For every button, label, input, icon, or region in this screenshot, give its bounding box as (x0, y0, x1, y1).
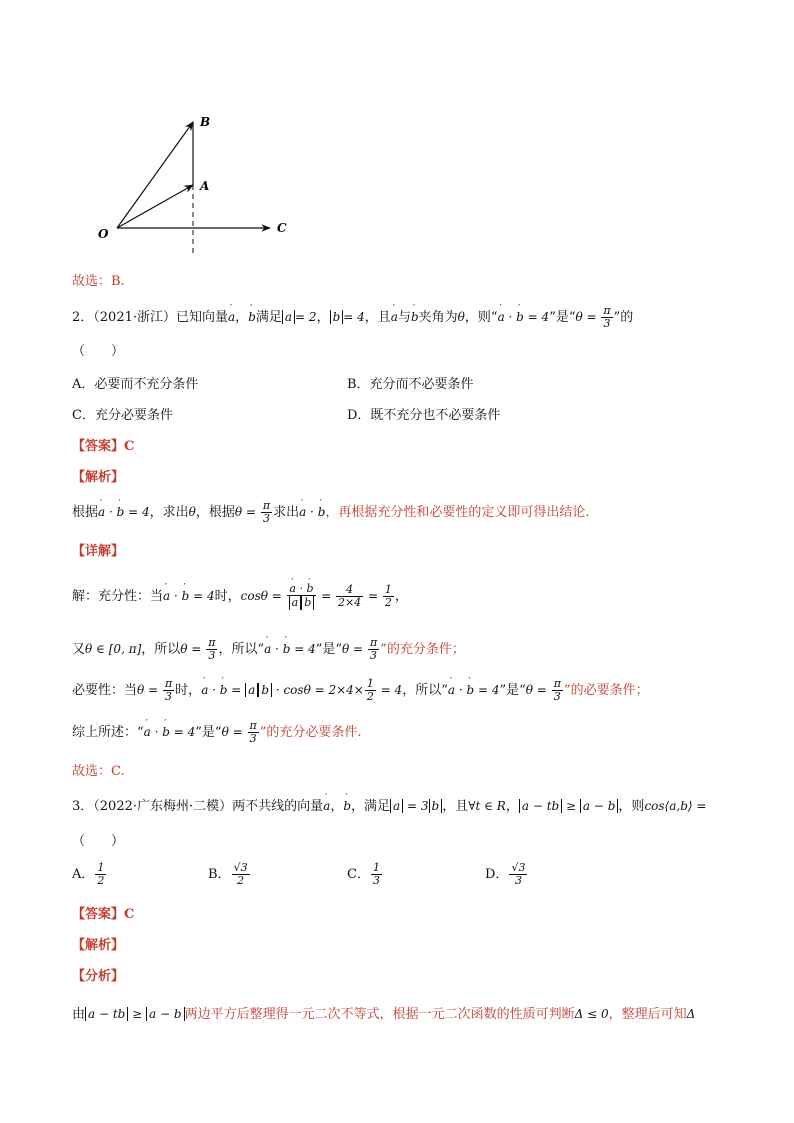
label-o: O (98, 227, 109, 241)
q2-paren: （ ） (72, 344, 125, 359)
q2-analysis-text: 根据′ a · ′ b = 4，求出θ，根据θ = $\frac{\pi}{3}$ 求出′ a · ′ b，再根据充分性和必要性的定义即可得出结论. (72, 500, 590, 525)
q3-option-d: D． $\frac{√3}{3}$ (485, 861, 526, 887)
label-a: A (200, 179, 210, 193)
q2-answer: 【答案】C (72, 439, 135, 454)
q3-last-line: 由 a − tb ≥ a − b 两边平方后整理得一元二次不等式，根据一元二次函数的性质可判断Δ ≤ 0，整理后可知Δ (72, 1007, 696, 1022)
q2-final: 故选：C. (72, 764, 125, 779)
q3-sub-label: 【分析】 (72, 969, 125, 984)
vector-ob (117, 122, 193, 228)
q2-stem: 2．（2021·浙江）已知向量′ a，′ b满足 a = 2， b = 4，且′ a与′ b夹角为θ，则“′ a · ′ b = 4”是“θ = $\frac{\pi}{3}$ ”的 (72, 305, 633, 330)
q2-necessity: 必要性：当θ = $\frac{\pi}{3}$ 时，′ a · ′ b = a b · cosθ = 2×4× $\frac{1}{2}$ = 4，所以“′ a · ′ b = 4”是“θ = $\frac{\pi}{3}$ ”的必要条件； (72, 678, 649, 703)
q3-analysis-label: 【解析】 (72, 938, 125, 953)
q2-analysis-label: 【解析】 (72, 470, 125, 485)
q2-option-a: A．必要而不充分条件 (72, 377, 199, 392)
vector-diagram (90, 110, 300, 260)
q2-also: 又θ ∈ [0, π]，所以θ = $\frac{\pi}{3}$ ，所以“′ a · ′ b = 4”是“θ = $\frac{\pi}{3}$ ”的充分条件； (72, 637, 465, 662)
q1-answer-line: 故选：B. (72, 274, 125, 289)
label-b: B (200, 115, 211, 129)
q3-stem: 3．（2022·广东梅州·二模）两不共线的向量′ a，′ b，满足 a = 3 b ，且∀t ∈ R， a − tb ≥ a − b ，则cos⟨a,b⟩ = (72, 795, 706, 814)
q3-option-b: B． $\frac{√3}{2}$ (208, 861, 248, 887)
q3-answer: 【答案】C (72, 907, 135, 922)
q3-option-c: C． $\frac{1}{3}$ (347, 861, 380, 887)
q3-option-a: A． $\frac{1}{2}$ (72, 861, 105, 887)
q2-option-b: B．充分而不必要条件 (347, 377, 474, 392)
q3-paren: （ ） (72, 834, 125, 849)
q2-summary: 综上所述：“′ a · ′ b = 4”是“θ = $\frac{\pi}{3}$ ”的充分必要条件. (72, 720, 362, 745)
q2-detail-label: 【详解】 (72, 544, 125, 559)
vector-oa (117, 185, 193, 228)
q2-option-d: D．既不充分也不必要条件 (347, 408, 501, 423)
label-c: C (277, 221, 287, 235)
q2-option-c: C．充分必要条件 (72, 408, 173, 423)
q2-sufficiency: 解：充分性：当′ a · ′ b = 4时，cosθ = ′ $\frac{a \cdot ' b}{\text{a b}}$ = $\frac{4}{2\times 4}$ = $\frac{1}{2}$ ， (72, 583, 408, 610)
